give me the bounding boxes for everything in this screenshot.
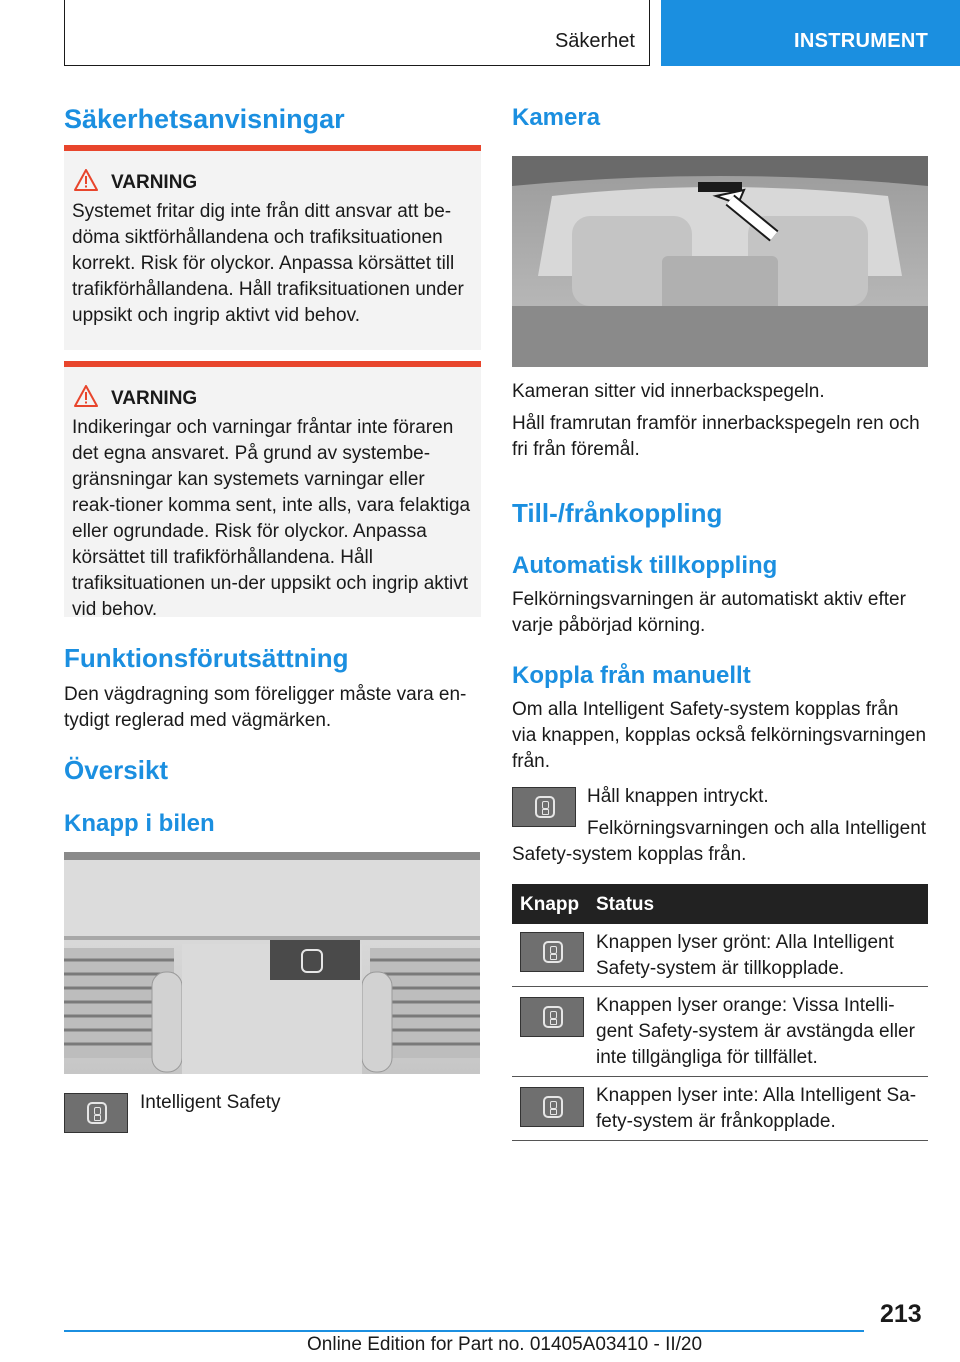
header-section-label: INSTRUMENT <box>794 30 929 52</box>
warning-label: VARNING <box>111 172 198 193</box>
button-green-icon <box>520 932 584 972</box>
footer-divider <box>64 1330 864 1332</box>
warning-text: Systemet fritar dig inte från ditt ansvar att be-döma siktförhållandena och trafiksituationen korrekt. Risk för olyckor. Anpassa körsättet till trafikförhållandena. Håll trafiksituationen under uppsikt och ingrip aktivt vid behov. <box>72 201 464 326</box>
hold-result-text: Felkörningsvarningen och alla Intelligent Safety-system kopplas från. <box>512 818 927 865</box>
auto-activation-title: Automatisk tillkoppling <box>512 552 778 579</box>
table-header <box>512 884 928 924</box>
dashboard-button-photo <box>64 852 480 1074</box>
button-off-icon <box>520 1087 584 1127</box>
table-cell-status: Knappen lyser grönt: Alla Intelligent Safety-system är tillkopplade. <box>596 932 894 979</box>
warning-label: VARNING <box>111 388 198 409</box>
header-chapter-label: Säkerhet <box>554 30 635 52</box>
warning-box-1 <box>64 145 481 350</box>
table-row <box>512 1077 928 1141</box>
warning-icon <box>74 385 98 407</box>
camera-photo <box>512 156 928 367</box>
header-section-tab <box>661 0 960 66</box>
table-cell-status: Knappen lyser inte: Alla Intelligent Sa-fety-system är frånkopplade. <box>596 1085 917 1132</box>
manual-deactivation-title: Koppla från manuellt <box>512 662 751 689</box>
button-orange-icon <box>520 997 584 1037</box>
page-number: 213 <box>880 1300 922 1328</box>
header-chapter-tab <box>64 0 650 66</box>
overview-title: Översikt <box>64 755 169 785</box>
table-header-button: Knapp <box>520 894 580 915</box>
button-caption: Intelligent Safety <box>140 1092 281 1113</box>
hold-button-text: Håll knappen intryckt. <box>587 786 769 807</box>
warning-text: Indikeringar och varningar fråntar inte föraren det egna ansvaret. På grund av systembe-gränsningar kan systemets varningar eller reak-tioner komma sent, inte alls, vara felaktiga eller ogrundade. Risk för olyckor. Anpassa körsättet till trafikförhållandena. Håll trafiksituationen un-der uppsikt och ingrip aktivt vid behov. <box>72 417 471 620</box>
warning-icon <box>74 169 98 191</box>
function-requirement-title: Funktionsförutsättning <box>64 643 349 673</box>
camera-title: Kamera <box>512 104 601 131</box>
auto-activation-text: Felkörningsvarningen är automatiskt aktiv efter varje påbörjad körning. <box>512 589 906 636</box>
function-requirement-text: Den vägdragning som föreligger måste vara en-tydigt reglerad med vägmärken. <box>64 684 467 731</box>
camera-location-text: Kameran sitter vid innerbackspegeln. <box>512 381 825 402</box>
safety-instructions-title: Säkerhetsanvisningar <box>64 104 345 134</box>
table-cell-status: Knappen lyser orange: Vissa Intelli-gent Safety-system är avstängda eller inte tillgängliga för tillfället. <box>596 995 915 1068</box>
table-row <box>512 987 928 1077</box>
status-table <box>512 884 928 1141</box>
intelligent-safety-button-icon <box>64 1093 128 1133</box>
edition-text: Online Edition for Part no. 01405A03410 - II/20 <box>307 1334 703 1355</box>
on-off-title: Till-/frånkoppling <box>512 498 723 528</box>
button-in-car-title: Knapp i bilen <box>64 810 215 837</box>
camera-clean-text: Håll framrutan framför innerbackspegeln ren och fri från föremål. <box>512 413 920 460</box>
warning-box-2 <box>64 361 481 620</box>
table-row <box>512 924 928 987</box>
table-header-status: Status <box>596 894 655 915</box>
manual-deactivation-text: Om alla Intelligent Safety-system kopplas från via knappen, kopplas också felkörningsvarningen från. <box>512 699 927 772</box>
